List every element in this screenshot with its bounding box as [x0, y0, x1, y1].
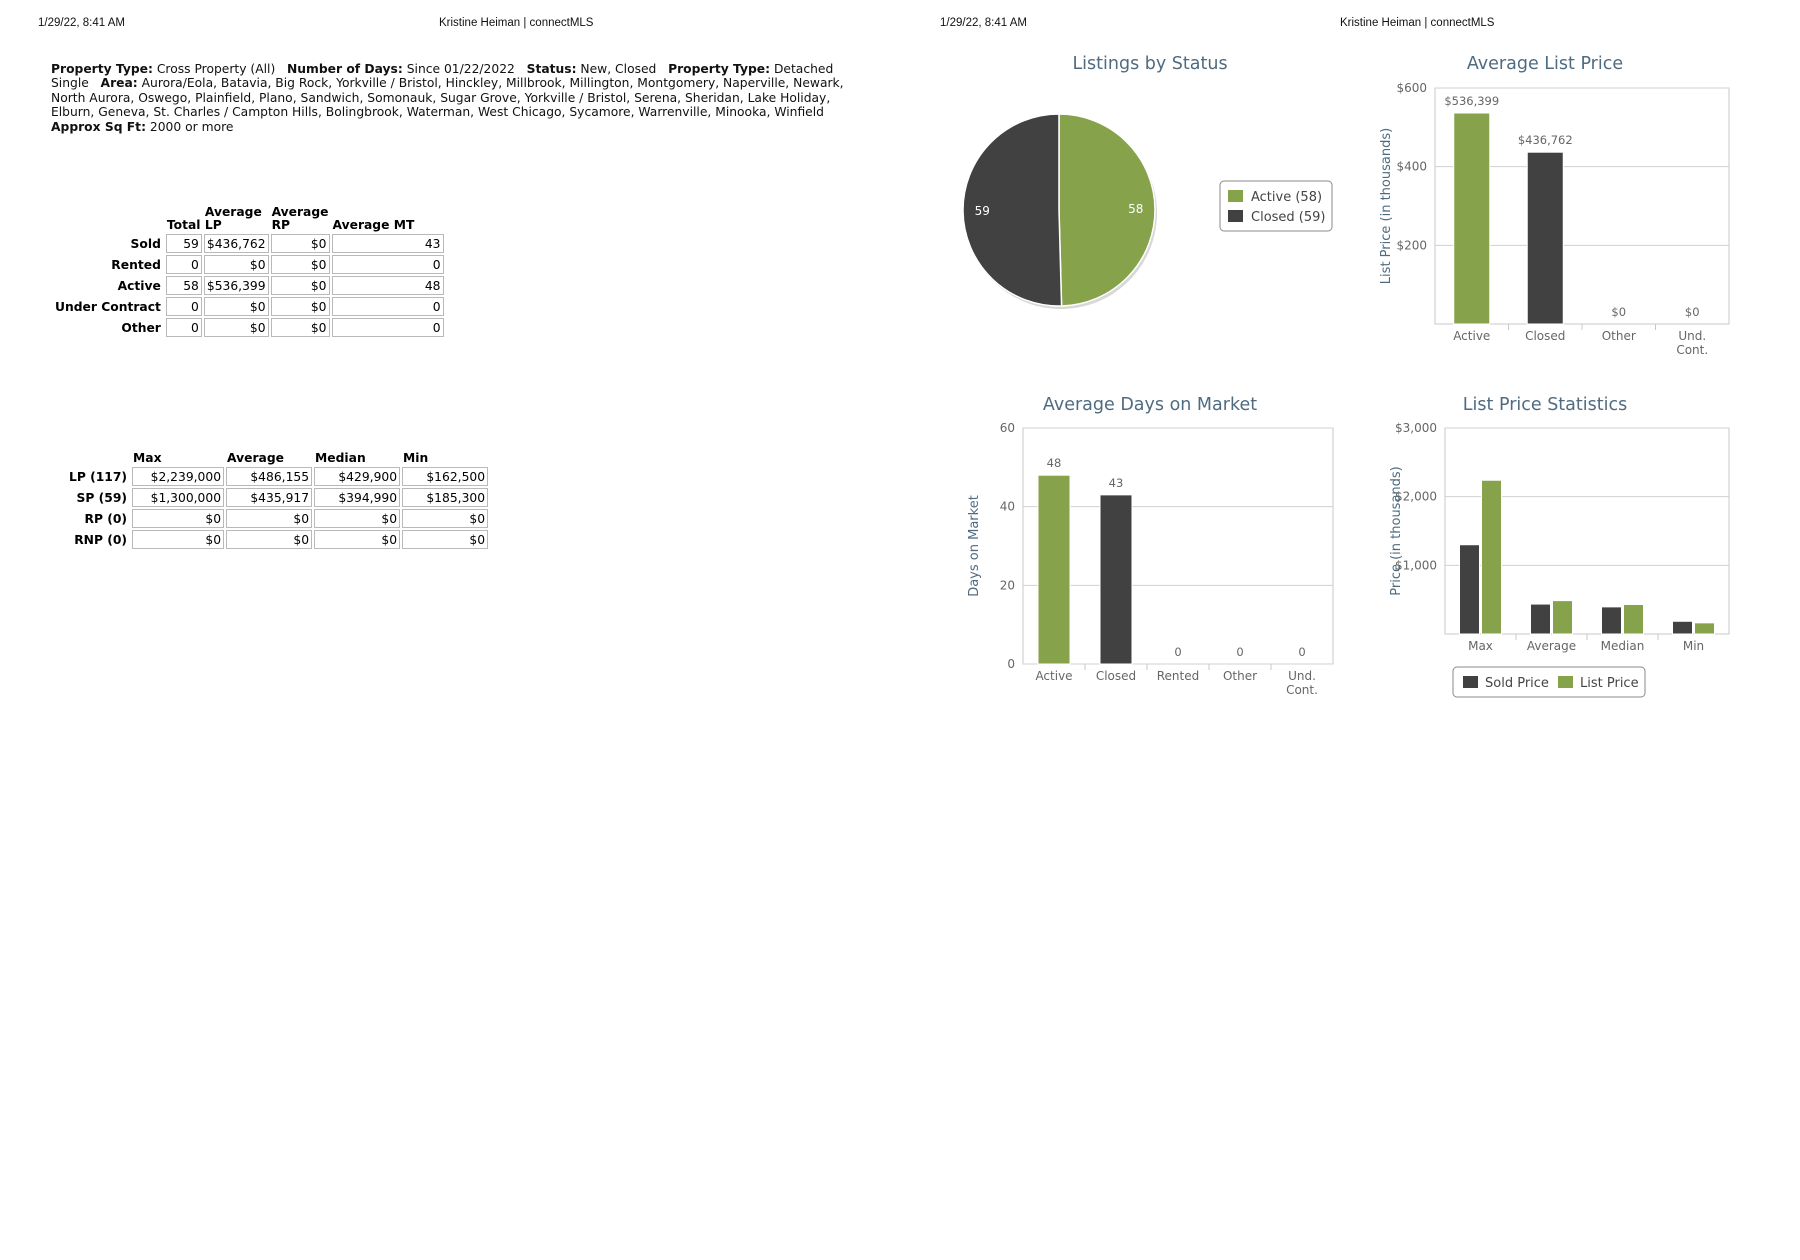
category-label: Min: [1682, 639, 1705, 653]
table-row: [66, 488, 488, 507]
table-cell: $0: [204, 318, 269, 337]
legend-label: Active (58): [1251, 190, 1323, 205]
print-timestamp: 1/29/22, 8:41 AM: [38, 17, 125, 29]
table-cell: 0: [332, 297, 444, 316]
row-label: Active: [117, 278, 161, 293]
search-criteria: [51, 62, 851, 134]
chart-title: List Price Statistics: [1462, 395, 1628, 415]
column-header: Average: [227, 451, 284, 465]
legend-swatch: [1463, 676, 1478, 688]
chart-title: Listings by Status: [1072, 54, 1228, 74]
data-label: 0: [1298, 645, 1306, 659]
column-header: Average LP: [204, 205, 262, 232]
data-label: 48: [1046, 456, 1062, 471]
y-tick-label: $400: [1396, 159, 1427, 174]
table-cell: 0: [332, 318, 444, 337]
table-cell: $436,762: [204, 234, 269, 253]
criteria-value: Detached Single: [51, 62, 834, 91]
column-header: Average MT: [332, 218, 415, 232]
legend-label: Sold Price: [1485, 676, 1549, 691]
bar: [1673, 621, 1693, 634]
table-row: [52, 276, 444, 295]
table-row: [52, 318, 444, 337]
category-label: Median: [1600, 639, 1645, 653]
average-days-on-market-chart: [960, 415, 1350, 705]
print-timestamp: 1/29/22, 8:41 AM: [940, 17, 1027, 29]
list-price-statistics-chart: [1360, 415, 1740, 705]
table-cell: $486,155: [226, 467, 312, 486]
column-header: Max: [133, 451, 162, 465]
table-row: [66, 509, 488, 528]
table-cell: 0: [166, 297, 202, 316]
data-label: 0: [1236, 645, 1244, 659]
row-label: RNP (0): [74, 532, 128, 547]
criteria-label: Property Type:: [668, 62, 771, 76]
category-label: Other: [1222, 669, 1258, 683]
y-axis-label: Price (in thousands): [1389, 466, 1404, 596]
table-cell: $0: [271, 255, 330, 274]
print-author: Kristine Heiman | connectMLS: [1340, 17, 1495, 29]
table-cell: $0: [271, 318, 330, 337]
column-header: Average RP: [271, 205, 329, 232]
table-cell: $185,300: [402, 488, 488, 507]
legend-label: List Price: [1580, 676, 1639, 691]
table-cell: 58: [166, 276, 202, 295]
category-label: Active: [1035, 669, 1073, 683]
row-label: Other: [121, 320, 161, 335]
table-cell: $0: [402, 530, 488, 549]
y-tick-label: $3,000: [1395, 421, 1437, 435]
column-header: Total: [166, 218, 201, 232]
table-cell: $429,900: [314, 467, 400, 486]
criteria-label: Status:: [526, 62, 577, 76]
table-cell: 59: [166, 234, 202, 253]
category-label: Other: [1601, 329, 1636, 343]
table-cell: $0: [132, 509, 224, 528]
bar: [1531, 604, 1551, 634]
category-label: Average: [1526, 639, 1577, 653]
bar: [1695, 623, 1715, 634]
table-cell: $536,399: [204, 276, 269, 295]
data-label: 43: [1108, 475, 1124, 490]
pie-slice-label: 59: [974, 204, 990, 219]
category-label: Max: [1468, 639, 1493, 653]
chart-title: Average Days on Market: [1042, 395, 1258, 415]
table-header-row: [52, 206, 444, 232]
data-label: $536,399: [1444, 94, 1500, 109]
pie-slice-label: 58: [1128, 201, 1144, 216]
category-label: Closed: [1095, 669, 1137, 683]
table-cell: $0: [402, 509, 488, 528]
table-cell: $0: [271, 234, 330, 253]
column-header: Min: [403, 451, 429, 465]
print-author: Kristine Heiman | connectMLS: [439, 17, 594, 29]
table-cell: 48: [332, 276, 444, 295]
legend-swatch: [1228, 190, 1243, 202]
table-cell: $0: [271, 276, 330, 295]
data-label: 0: [1174, 645, 1182, 659]
chart-title: Average List Price: [1466, 54, 1624, 74]
table-cell: $0: [204, 297, 269, 316]
bar: [1602, 607, 1622, 634]
table-cell: 43: [332, 234, 444, 253]
legend-swatch: [1228, 210, 1243, 222]
column-header: Median: [315, 451, 366, 465]
table-cell: $0: [226, 530, 312, 549]
y-tick-label: 0: [1007, 657, 1015, 671]
table-cell: 0: [166, 255, 202, 274]
bar: [1527, 152, 1563, 324]
criteria-label: Property Type:: [51, 62, 153, 76]
bar: [1100, 495, 1132, 664]
category-label: Und. Cont.: [1286, 669, 1318, 697]
table-cell: $435,917: [226, 488, 312, 507]
bar: [1454, 113, 1490, 324]
row-label: RP (0): [84, 511, 128, 526]
average-list-price-chart: [1360, 75, 1740, 370]
table-row: [52, 297, 444, 316]
data-label: $0: [1611, 305, 1627, 319]
criteria-value: New, Closed: [580, 62, 657, 76]
y-tick-label: $2,000: [1395, 489, 1437, 504]
category-label: Active: [1453, 329, 1491, 343]
y-tick-label: 60: [999, 421, 1015, 435]
table-cell: $394,990: [314, 488, 400, 507]
table-row: [52, 234, 444, 253]
table-cell: $0: [314, 509, 400, 528]
table-cell: 0: [332, 255, 444, 274]
bar: [1553, 601, 1573, 634]
bar: [1038, 475, 1070, 664]
data-label: $436,762: [1517, 133, 1573, 148]
table-cell: $0: [226, 509, 312, 528]
legend-swatch: [1558, 676, 1573, 688]
data-label: $0: [1684, 305, 1700, 319]
category-label: Rented: [1156, 669, 1200, 683]
table-cell: $0: [271, 297, 330, 316]
table-cell: $162,500: [402, 467, 488, 486]
y-axis-label: Days on Market: [967, 495, 982, 597]
criteria-value: Aurora/Eola, Batavia, Big Rock, Yorkville / Bristol, Hinckley, Millbrook, Millington, Montgomery, Naperville, Newark, North Aurora, Oswego, Plainfield, Plano, Sandwich, Somonauk, Sugar Grove, Yorkville / Bristol, Serena, Sheridan, Lake Holiday, Elburn, Geneva, St. Charles / Campton Hills, Bolingbrook, Waterman, West Chicago, Sycamore, Warrenville, Minooka, Winfield: [51, 76, 844, 120]
bar: [1624, 604, 1644, 634]
y-tick-label: 40: [999, 499, 1015, 514]
category-label: Closed: [1525, 329, 1566, 343]
table-cell: 0: [166, 318, 202, 337]
bar: [1460, 545, 1480, 634]
status-summary-table: [50, 204, 446, 339]
row-label: Sold: [130, 236, 161, 251]
table-row: [66, 530, 488, 549]
table-cell: $2,239,000: [132, 467, 224, 486]
criteria-label: Area:: [100, 76, 138, 91]
criteria-label: Number of Days:: [286, 62, 403, 76]
row-label: SP (59): [76, 490, 128, 505]
y-axis-label: List Price (in thousands): [1379, 127, 1394, 285]
row-label: LP (117): [69, 469, 128, 484]
table-row: [66, 467, 488, 486]
table-cell: $1,300,000: [132, 488, 224, 507]
criteria-value: Since 01/22/2022: [406, 62, 515, 76]
row-label: Rented: [111, 257, 161, 272]
table-row: [52, 255, 444, 274]
price-statistics-table: [64, 450, 490, 551]
table-cell: $0: [204, 255, 269, 274]
table-header-row: [66, 452, 488, 465]
criteria-value: 2000 or more: [149, 119, 234, 134]
criteria-label: Approx Sq Ft:: [51, 119, 146, 134]
criteria-value: Cross Property (All): [156, 62, 276, 76]
y-tick-label: $600: [1396, 81, 1427, 95]
y-tick-label: $200: [1396, 238, 1427, 253]
bar: [1482, 480, 1502, 634]
table-cell: $0: [132, 530, 224, 549]
listings-by-status-pie-chart: [950, 100, 1350, 330]
y-tick-label: $1,000: [1395, 558, 1437, 573]
table-cell: $0: [314, 530, 400, 549]
category-label: Und. Cont.: [1676, 329, 1709, 357]
row-label: Under Contract: [55, 299, 161, 314]
y-tick-label: 20: [999, 578, 1015, 593]
legend-label: Closed (59): [1251, 210, 1326, 225]
